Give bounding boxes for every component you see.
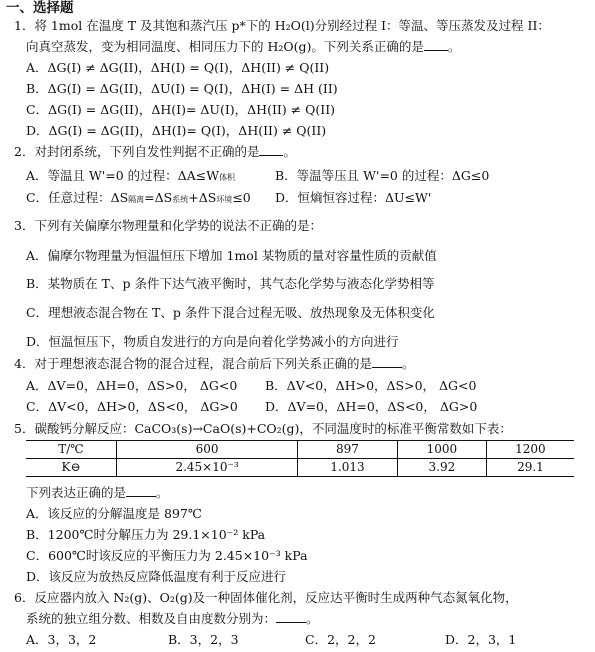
q4-answer-blank[interactable] xyxy=(372,357,402,368)
q2-stem xyxy=(14,144,296,159)
table-cell: 1000 xyxy=(397,441,486,459)
q3-option-a[interactable]: A．偏摩尔物理量为恒温恒压下增加 1mol 某物质的量对容量性质的贡献值 xyxy=(26,248,437,263)
table-cell: 1.013 xyxy=(298,459,398,477)
q4-stem xyxy=(14,356,414,371)
q6-line2 xyxy=(26,611,319,626)
q2-stem-text: 2．对封闭系统，下列自发性判据不正确的是 xyxy=(14,144,260,159)
q6-line2-text: 系统的独立组分数、相数及自由度数分别为： xyxy=(26,611,277,626)
table-cell: 897 xyxy=(298,441,398,459)
q1-line2-text: 向真空蒸发，变为相同温度、相同压力下的 H₂O(g)。下列关系正确的是 xyxy=(26,39,424,54)
q1-line2-end: 。 xyxy=(447,39,461,54)
q1-option-a[interactable]: A．ΔG(I) ≠ ΔG(II)，ΔH(I) = Q(I)，ΔH(II) ≠ Q(II) xyxy=(26,60,330,75)
table-row-temperature xyxy=(26,441,574,459)
q4-stem-text: 4．对于理想液态混合物的混合过程，混合前后下列关系正确的是 xyxy=(14,356,372,371)
table-head-temperature: T/℃ xyxy=(26,441,117,459)
table-row-k xyxy=(26,459,574,477)
q2-option-c-p1: C．任意过程：ΔS xyxy=(26,190,129,205)
q6-option-c[interactable]: C．2，2，2 xyxy=(305,632,376,647)
q3-stem: 3．下列有关偏摩尔物理量和化学势的说法不正确的是： xyxy=(14,218,322,233)
q6-option-b[interactable]: B．3，2，3 xyxy=(168,632,239,647)
table-cell: 600 xyxy=(117,441,298,459)
q5-option-b[interactable]: B．1200℃时分解压力为 29.1×10⁻² kPa xyxy=(26,527,266,542)
q2-option-d[interactable]: D．恒熵恒容过程：ΔU≤W' xyxy=(275,190,432,205)
q1-option-c[interactable]: C．ΔG(I) = ΔG(II)，ΔH(I)= ΔU(I)，ΔH(II) ≠ Q(II) xyxy=(26,102,336,117)
q5-answer-blank[interactable] xyxy=(126,486,156,497)
q5-option-a[interactable]: A．该反应的分解温度是 897℃ xyxy=(26,506,202,521)
q5-option-c[interactable]: C．600℃时该反应的平衡压力为 2.45×10⁻³ kPa xyxy=(26,548,308,563)
q4-option-c[interactable]: C．ΔV<0，ΔH>0，ΔS<0， ΔG>0 xyxy=(26,399,238,414)
q6-option-a[interactable]: A．3，3，2 xyxy=(26,632,97,647)
q5-option-d[interactable]: D．该反应为放热反应降低温度有利于反应进行 xyxy=(26,569,287,584)
q4-option-a[interactable]: A．ΔV=0，ΔH=0，ΔS>0， ΔG<0 xyxy=(26,378,238,393)
q1-answer-blank[interactable] xyxy=(424,40,448,51)
q5-stem: 5．碳酸钙分解反应：CaCO₃(s)→CaO(s)+CO₂(g)，不同温度时的标准平衡常数如下表： xyxy=(14,421,512,436)
q2-option-a-sub: 体积 xyxy=(219,173,236,182)
q2-option-c-p4: ≤0 xyxy=(232,190,251,205)
q5-tail-end: 。 xyxy=(156,485,169,500)
q4-option-b[interactable]: B．ΔV<0，ΔH>0，ΔS>0， ΔG<0 xyxy=(265,378,477,393)
q1-line2 xyxy=(26,39,460,54)
section-title: 一、选择题 xyxy=(6,0,74,16)
q2-answer-blank[interactable] xyxy=(259,145,283,156)
equilibrium-table xyxy=(26,440,574,477)
q1-line1: 1．将 1mol 在温度 T 及其饱和蒸汽压 p*下的 H₂O(l)分别经过程 I：等温、等压蒸发及过程 II： xyxy=(14,18,550,33)
q5-tail-text: 下列表达正确的是 xyxy=(26,485,127,500)
table-cell: 1200 xyxy=(486,441,574,459)
table-head-k: K⊖ xyxy=(26,459,117,477)
q3-option-c[interactable]: C．理想液态混合物在 T、p 条件下混合过程无吸、放热现象及无体积变化 xyxy=(26,305,435,320)
q6-line1: 6．反应器内放入 N₂(g)、O₂(g)及一种固体催化剂，反应达平衡时生成两种气态氮氧化物， xyxy=(14,590,518,605)
table-cell: 2.45×10⁻³ xyxy=(117,459,298,477)
table-cell: 29.1 xyxy=(486,459,574,477)
q2-option-c-p2: =ΔS xyxy=(144,190,173,205)
q1-option-b[interactable]: B．ΔG(I) = ΔG(II)，ΔU(I) = Q(I)，ΔH(I) = ΔH (II) xyxy=(26,81,338,96)
q1-option-d[interactable]: D．ΔG(I) = ΔG(II)，ΔH(I)= Q(I)，ΔH(II) ≠ Q(II) xyxy=(26,123,327,138)
q4-stem-end: 。 xyxy=(401,356,415,371)
q2-option-c-sub1: 隔离 xyxy=(128,195,145,204)
table-cell: 3.92 xyxy=(397,459,486,477)
q2-option-b[interactable]: B．等温等压且 W'=0 的过程：ΔG≤0 xyxy=(275,168,490,183)
q6-answer-blank[interactable] xyxy=(276,612,306,623)
q5-tail xyxy=(26,485,169,500)
q3-option-d[interactable]: D．恒温恒压下，物质自发进行的方向是向着化学势减小的方向进行 xyxy=(26,334,399,349)
q2-option-c[interactable] xyxy=(26,190,251,205)
q2-option-c-p3: +ΔS xyxy=(188,190,217,205)
q6-option-d[interactable]: D．2，3，1 xyxy=(445,632,517,647)
q4-option-d[interactable]: D．ΔV=0，ΔH=0，ΔS<0， ΔG>0 xyxy=(265,399,478,414)
q6-line2-end: 。 xyxy=(306,611,319,626)
q3-option-b[interactable]: B．某物质在 T、p 条件下达气液平衡时，其气态化学势与液态化学势相等 xyxy=(26,276,435,291)
q2-option-c-sub2: 系统 xyxy=(172,195,189,204)
q2-option-a[interactable] xyxy=(26,168,235,183)
q2-stem-end: 。 xyxy=(283,144,296,159)
q2-option-a-text: A．等温且 W'=0 的过程：ΔA≤W xyxy=(26,168,220,183)
q2-option-c-sub3: 环境 xyxy=(216,195,233,204)
